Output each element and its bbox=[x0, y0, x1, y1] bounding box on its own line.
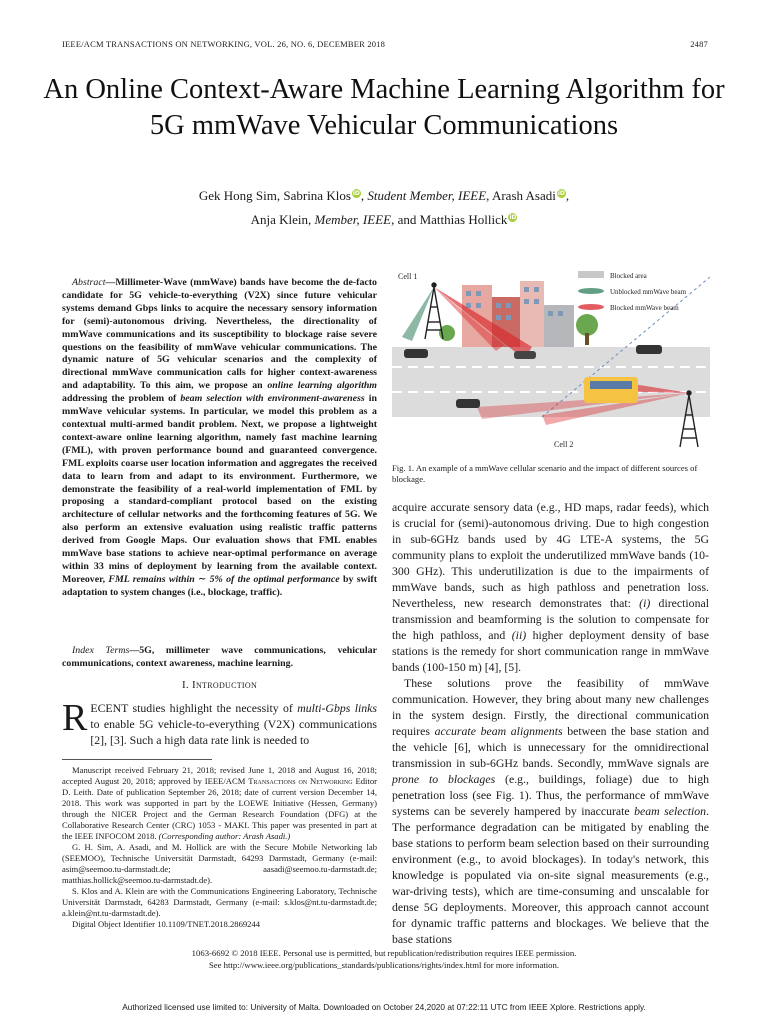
figure-1-illustration bbox=[392, 267, 710, 452]
journal-line: IEEE/ACM TRANSACTIONS ON NETWORKING, VOL. 26, NO. 6, DECEMBER 2018 bbox=[62, 39, 386, 49]
footnote-text: Editor D. Leith. Date of publication September 26, 2018; date of current version December 14, 2018. This work was supported in part by the LOEWE Initiative (Hessen, Germany) through the NICER Project and the German Research Foundation (DFG) at the Collaborative Research Center (CRC) 1053 - MAKI. This paper was presented in part at the IEEE INFOCOM 2018. bbox=[62, 776, 377, 841]
legend-blocked-area: Blocked area bbox=[610, 272, 647, 280]
section-number: I. bbox=[181, 679, 193, 691]
copyright-line: 1063-6692 © 2018 IEEE. Personal use is permitted, but republication/redistribution requires IEEE permission. bbox=[191, 948, 577, 958]
rights-link[interactable]: See http://www.ieee.org/publications_standards/publications/rights/index.html for more information. bbox=[208, 960, 560, 970]
section-heading bbox=[62, 679, 377, 692]
footnotes bbox=[62, 765, 377, 930]
figure-caption: Fig. 1. An example of a mmWave cellular scenario and the impact of different sources of blockage. bbox=[392, 463, 698, 484]
legend-unblocked-beam: Unblocked mmWave beam bbox=[610, 288, 687, 296]
footnote-manuscript bbox=[62, 765, 377, 842]
index-terms-text: —5G, millimeter wave communications, vehicular communications, context awareness, machine learning. bbox=[62, 645, 377, 669]
footnote-doi[interactable]: Digital Object Identifier 10.1109/TNET.2018.2869244 bbox=[72, 919, 261, 929]
legend-swatch-unblocked bbox=[578, 288, 604, 294]
paragraph bbox=[392, 499, 709, 675]
legend-swatch-blocked-area bbox=[578, 271, 604, 278]
body-text: . The performance degradation can be mitigated by enabling the base stations to perform beam selection based on their surrounding environment (e.g., to avoid blockages). In today's network, this knowledge is populated via on-site signal measurements (e.g., war-driving tests), which are time-consuming and unscalable for dense 5G deployments. Moreover, this approach cannot account for dynamic traffic patterns and blockages. We believe that the base stations bbox=[392, 804, 709, 946]
intro-paragraph bbox=[62, 697, 377, 748]
abstract-emphasis: FML remains within ∼ 5% of the optimal performance bbox=[108, 573, 340, 585]
body-emphasis: prone to blockages bbox=[392, 772, 496, 786]
paper-title: An Online Context-Aware Machine Learning Algorithm for 5G mmWave Vehicular Communications bbox=[43, 74, 725, 141]
abstract-emphasis: online learning algorithm bbox=[267, 380, 377, 392]
intro-emphasis: multi-Gbps links bbox=[297, 701, 377, 715]
index-terms bbox=[62, 645, 377, 671]
paragraph bbox=[392, 675, 709, 947]
orcid-icon[interactable]: iD bbox=[352, 190, 360, 197]
orcid-icon[interactable]: iD bbox=[509, 214, 517, 221]
drop-cap: R bbox=[62, 697, 88, 739]
legend-blocked-beam: Blocked mmWave beam bbox=[610, 304, 679, 312]
footnote-rule bbox=[62, 759, 212, 760]
index-terms-lead: Index Terms bbox=[72, 645, 130, 656]
author-line-2 bbox=[40, 208, 728, 232]
intro-text: studies highlight the necessity of bbox=[128, 701, 298, 715]
footnote-text: Manuscript received February 21, 2018; revised June 1, 2018 and August 16, 2018; accepted August 20, 2018; approved by IEEE/ACM bbox=[62, 765, 377, 786]
section-title: Introduction bbox=[192, 679, 258, 691]
running-header bbox=[62, 39, 708, 49]
footnote-affiliation-1: G. H. Sim, A. Asadi, and M. Hollick are with the Secure Mobile Networking lab (SEEMOO), Technische Universität Darmstadt, 64293 Darmstadt, Germany (e-mail: asim@seemoo.tu-darmstadt.de; aasadi@seemoo.tu-darmstadt.de; matthias.hollick@seemoo.tu-darmstadt.de). bbox=[62, 842, 377, 885]
orcid-icon[interactable]: iD bbox=[557, 190, 565, 197]
right-column-text bbox=[392, 499, 709, 947]
author-role: Member, IEEE bbox=[314, 212, 392, 227]
body-text: These solutions prove the feasibility of mmWave communication. However, they bring about many new challenges in the system design. Firstly, the directional communication requires bbox=[392, 676, 709, 738]
body-text: acquire accurate sensory data (e.g., HD maps, radar feeds), which is crucial for (semi)-autonomous driving. Due to high congestion in sub-6GHz bands used by 4G LTE-A systems, the 5G community plans to exploit the underutilized mmWave bands (10-300 GHz). This underutilization is due to the impairments of mmWave bands, such as high pathloss and penetration loss. Nevertheless, new research demonstrates that: bbox=[392, 500, 709, 610]
corresponding-author: (Corresponding author: Arash Asadi.) bbox=[158, 831, 291, 841]
body-text: (e.g., buildings, foliage) due to high penetration loss (see Fig. 1). Thus, the performance of mmWave systems can be severely hampered by inaccurate bbox=[392, 772, 709, 818]
bus bbox=[584, 377, 638, 403]
enumeration: (ii) bbox=[511, 628, 527, 642]
author-line-1: Gek Hong Sim, Sabrina Klos iD, Student Member, IEEE, Arash Asadi iD, bbox=[198, 188, 570, 203]
copyright-notice bbox=[60, 947, 708, 971]
cell-2-label: Cell 2 bbox=[554, 440, 574, 449]
author-klein: Anja Klein, bbox=[250, 212, 312, 227]
body-emphasis: accurate beam alignments bbox=[434, 724, 563, 738]
author-list bbox=[40, 184, 728, 232]
author-hollick: , and Matthias Hollick bbox=[391, 212, 508, 227]
page-number: 2487 bbox=[690, 39, 708, 49]
abstract-emphasis: beam selection with environment-awareness bbox=[180, 393, 365, 405]
author-asadi: Arash Asadi bbox=[491, 188, 556, 203]
footnote-journal: Transactions on Networking bbox=[248, 776, 353, 786]
abstract-text: addressing the problem of bbox=[62, 393, 181, 405]
enumeration: (i) bbox=[639, 596, 651, 610]
intro-text: to enable 5G vehicle-to-everything (V2X) communications [2], [3]. Such a high data rate link is needed to bbox=[90, 717, 377, 747]
building bbox=[520, 281, 544, 347]
author-role: Student Member, IEEE bbox=[367, 188, 487, 203]
body-text: directional transmission and beamforming is the solution to compensate for the high pathloss, and bbox=[392, 596, 709, 642]
abstract-text: in mmWave vehicular systems. In particular, we model this problem as a contextual multi-armed bandit problem. Next, we propose a lightweight context-aware online learning algorithm, namely fast machine learning (FML), with proven performance bound and guaranteed convergence. FML exploits coarse user location information and aggregates the received data to learn from and adapt to its environment. Furthermore, we demonstrate the feasibility of a real-world implementation of FML by proposing a standard-compliant protocol based on the existing architecture of cellular networks and the forthcoming features of 5G. We also perform an extensive evaluation using realistic traffic patterns derived from Google Maps. Our evaluation shows that FML enables mmWave base stations to achieve near-optimal performance on average within 33 mins of deployment by learning from the available context. Moreover, bbox=[62, 393, 377, 585]
body-text: between the base station and the vehicle [6], which is unnecessary for the omnidirectional transmission in sub-6GHz bands. Secondly, mmWave signals are bbox=[392, 724, 709, 770]
abstract-text: by swift adaptation to system changes (i.e., blockage, traffic). bbox=[62, 573, 377, 598]
license-footer: Authorized licensed use limited to: University of Malta. Downloaded on October 24,2020 at 07:22:11 UTC from IEEE Xplore. Restrictions apply. bbox=[122, 1002, 646, 1012]
abstract-lead: Abstract bbox=[72, 277, 106, 288]
body-emphasis: beam selection bbox=[634, 804, 707, 818]
footnote-affiliation-2: S. Klos and A. Klein are with the Communications Engineering Laboratory, Technische Universität Darmstadt, 64283 Darmstadt, Germany (e-mail: s.klos@nt.tu-darmstadt.de; a.klein@nt.tu-darmstadt.de). bbox=[62, 886, 377, 918]
legend-swatch-blocked bbox=[578, 304, 604, 310]
abstract bbox=[62, 277, 377, 600]
body-text: higher deployment density of base stations is the remedy for short communication range in mmWave bands (100-150 m) [4], [5]. bbox=[392, 628, 709, 674]
cell-1-label: Cell 1 bbox=[398, 272, 418, 281]
abstract-text: —Millimeter-Wave (mmWave) bands have become the de-facto candidate for 5G vehicle-to-everything (V2X) since future vehicular systems demand Gbps links to acquire the necessary sensory information for (semi)-autonomous driving. Nevertheless, the directionality of mmWave communications and its susceptibility to blockage raise severe questions on the feasibility of mmWave vehicular communications. The dynamic nature of 5G vehicular scenarios and the complexity of directional mmWave communication calls for higher context-awareness and adaptability. To this aim, we propose an bbox=[62, 277, 377, 392]
author-sim-klos: Gek Hong Sim, Sabrina Klos bbox=[198, 188, 351, 203]
intro-caps: ECENT bbox=[90, 701, 129, 715]
